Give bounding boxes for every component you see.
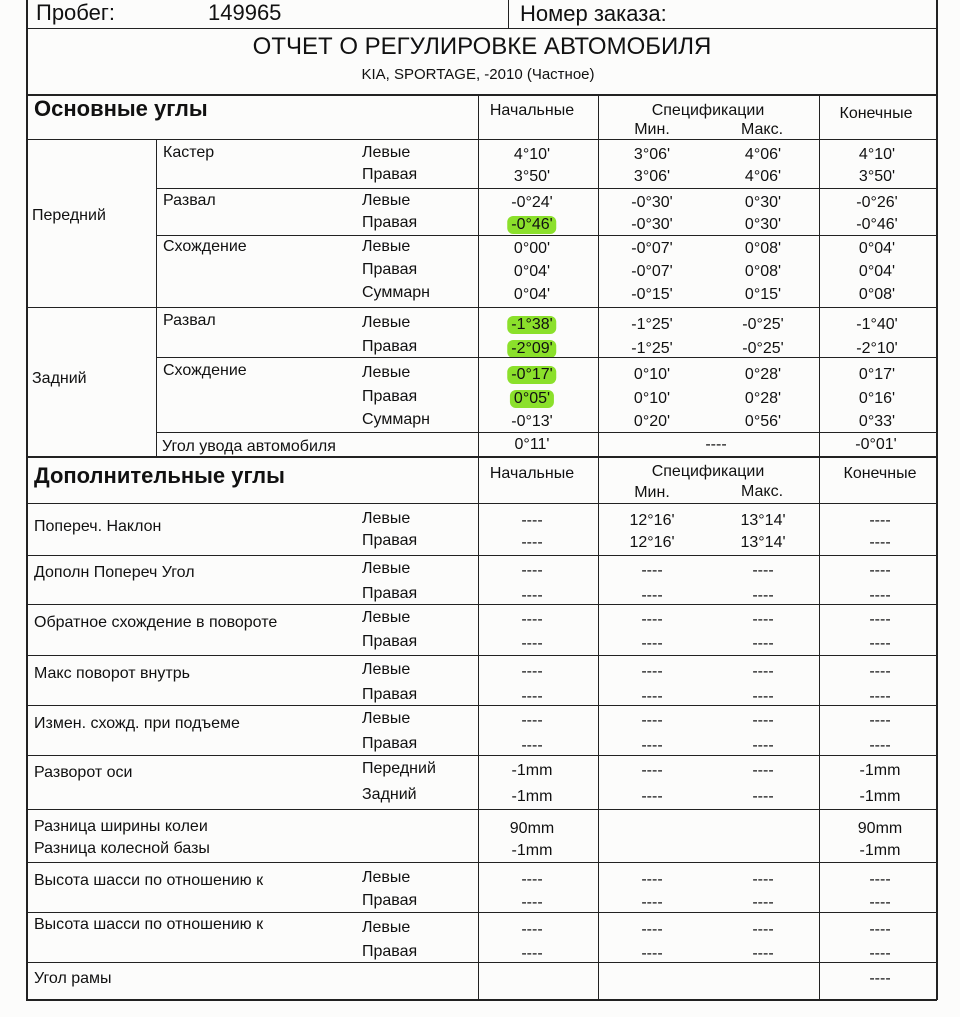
- final-value: ----: [869, 737, 891, 754]
- final-value: ----: [869, 611, 891, 628]
- spec-max-value: 0°15': [744, 286, 782, 303]
- initial-value: ----: [521, 635, 543, 652]
- spec-min-value: ----: [641, 945, 663, 962]
- spec-max-value: 0°28': [744, 390, 782, 407]
- extra-col-min-header: Мин.: [634, 484, 670, 501]
- final-value: 3°50': [858, 168, 896, 185]
- final-value: -1mm: [859, 842, 901, 859]
- final-value: ----: [869, 663, 891, 680]
- row-side-label: Левые: [362, 710, 411, 727]
- spec-min-value: ----: [641, 635, 663, 652]
- final-value: ----: [869, 688, 891, 705]
- spec-min-value: 0°10': [633, 390, 671, 407]
- row-side-label: Правая: [362, 633, 418, 650]
- row-side-label: Правая: [362, 585, 418, 602]
- initial-value: 90mm: [509, 820, 555, 837]
- row-side-label: Передний: [362, 760, 436, 777]
- front-axle-label: Передний: [32, 207, 106, 224]
- spec-min-value: 3°06': [633, 168, 671, 185]
- initial-value: -2°09': [507, 340, 556, 358]
- grid-line: [26, 604, 937, 605]
- initial-value: 0°05': [510, 390, 554, 408]
- row-side-label: Левые: [362, 144, 411, 161]
- ride-height-1-label: Высота шасси по отношению к: [34, 872, 264, 889]
- spec-max-value: 0°56': [744, 413, 782, 430]
- initial-value: 0°04': [513, 286, 551, 303]
- mileage-label: Пробег:: [36, 0, 116, 25]
- final-value: -0°46': [856, 216, 898, 233]
- spec-max-value: ----: [752, 788, 774, 805]
- initial-value: -0°24': [511, 194, 553, 211]
- spec-max-value: 0°08': [744, 263, 782, 280]
- spec-min-value: 0°20': [633, 413, 671, 430]
- spec-min-value: 0°10': [633, 366, 671, 383]
- grid-line: [26, 999, 937, 1001]
- initial-value: ----: [521, 737, 543, 754]
- grid-line: [478, 456, 479, 1000]
- spec-max-value: 0°28': [744, 366, 782, 383]
- row-side-label: Правая: [362, 338, 418, 355]
- main-angles-heading: Основные углы: [34, 96, 208, 121]
- spec-max-value: ----: [752, 871, 774, 888]
- row-side-label: Левые: [362, 869, 411, 886]
- col-min-header: Мин.: [634, 121, 670, 138]
- row-group-label: Развал: [163, 312, 216, 329]
- extra-col-initial-header: Начальные: [489, 465, 575, 482]
- final-value: -0°26': [856, 194, 898, 211]
- grid-line: [26, 862, 937, 863]
- col-initial-header: Начальные: [489, 102, 575, 119]
- frame-angle-label: Угол рамы: [34, 970, 112, 987]
- final-value: 0°08': [858, 286, 896, 303]
- grid-line: [156, 357, 937, 358]
- setback-label: Разворот оси: [34, 764, 133, 781]
- spec-min-value: -0°30': [631, 216, 673, 233]
- spec-min-value: ----: [641, 712, 663, 729]
- final-value: 4°10': [858, 146, 896, 163]
- initial-value: -0°17': [507, 366, 556, 384]
- spec-min-value: -1°25': [631, 316, 673, 333]
- initial-value: -1mm: [511, 842, 553, 859]
- row-side-label: Задний: [362, 786, 417, 803]
- vehicle-subtitle: KIA, SPORTAGE, -2010 (Частное): [361, 66, 595, 83]
- row-side-label: Правая: [362, 943, 418, 960]
- initial-value: ----: [521, 587, 543, 604]
- thrust-angle-spec: ----: [705, 436, 727, 453]
- bump-steer-label: Измен. схожд. при подъеме: [34, 715, 240, 732]
- row-side-label: Правая: [362, 686, 418, 703]
- final-value: ----: [869, 562, 891, 579]
- spec-min-value: -0°07': [631, 240, 673, 257]
- inclusive-angle-label: Дополн Попереч Угол: [34, 564, 195, 581]
- order-number-label: Номер заказа:: [520, 1, 667, 26]
- rear-axle-label: Задний: [32, 370, 87, 387]
- initial-value: -1mm: [511, 762, 553, 779]
- mileage-value: 149965: [208, 0, 282, 25]
- initial-value: ----: [521, 894, 543, 911]
- thrust-angle-final: -0°01': [855, 436, 897, 453]
- row-side-label: Суммарн: [362, 411, 431, 428]
- final-value: ----: [869, 635, 891, 652]
- grid-line: [26, 307, 937, 308]
- final-value: 0°04': [858, 263, 896, 280]
- spec-min-value: ----: [641, 871, 663, 888]
- grid-line: [819, 94, 820, 456]
- row-side-label: Правая: [362, 892, 418, 909]
- row-side-label: Левые: [362, 919, 411, 936]
- spec-min-value: -0°07': [631, 263, 673, 280]
- initial-value: ----: [521, 871, 543, 888]
- spec-min-value: ----: [641, 894, 663, 911]
- grid-line: [26, 456, 937, 458]
- spec-max-value: 4°06': [744, 146, 782, 163]
- extra-col-spec-header: Спецификации: [651, 463, 765, 480]
- row-group-label: Схождение: [163, 362, 247, 379]
- final-value: ----: [869, 712, 891, 729]
- grid-line: [26, 809, 937, 810]
- spec-max-value: ----: [752, 737, 774, 754]
- thrust-angle-label: Угол увода автомобиля: [162, 438, 336, 455]
- spec-min-value: ----: [641, 737, 663, 754]
- col-spec-header: Спецификации: [651, 102, 765, 119]
- initial-value: ----: [521, 945, 543, 962]
- spec-max-value: ----: [752, 663, 774, 680]
- row-side-label: Правая: [362, 214, 418, 231]
- initial-value: 4°10': [513, 146, 551, 163]
- final-value: -1mm: [859, 788, 901, 805]
- row-side-label: Правая: [362, 388, 418, 405]
- grid-line: [26, 655, 937, 656]
- grid-line: [26, 962, 937, 963]
- spec-max-value: -0°25': [742, 316, 784, 333]
- final-value: -2°10': [856, 340, 898, 357]
- spec-min-value: -0°30': [631, 194, 673, 211]
- final-value: 0°33': [858, 413, 896, 430]
- row-side-label: Левые: [362, 510, 411, 527]
- initial-value: ----: [521, 534, 543, 551]
- spec-min-value: 3°06': [633, 146, 671, 163]
- final-value: 0°16': [858, 390, 896, 407]
- spec-min-value: 12°16': [629, 534, 675, 551]
- spec-min-value: ----: [641, 562, 663, 579]
- initial-value: ----: [521, 663, 543, 680]
- final-value: 0°04': [858, 240, 896, 257]
- initial-value: 0°04': [513, 263, 551, 280]
- grid-line: [508, 0, 509, 28]
- row-side-label: Правая: [362, 532, 418, 549]
- spec-max-value: ----: [752, 611, 774, 628]
- row-side-label: Левые: [362, 661, 411, 678]
- spec-max-value: ----: [752, 894, 774, 911]
- track-width-diff-label: Разница ширины колеи: [34, 818, 208, 835]
- row-side-label: Правая: [362, 261, 418, 278]
- spec-min-value: ----: [641, 921, 663, 938]
- grid-line: [156, 139, 157, 456]
- final-value: ----: [869, 587, 891, 604]
- final-value: 0°17': [858, 366, 896, 383]
- grid-line: [26, 28, 937, 29]
- col-final-header: Конечные: [839, 105, 913, 122]
- grid-line: [598, 456, 599, 1000]
- final-value: ----: [869, 512, 891, 529]
- grid-line: [936, 0, 938, 1000]
- grid-line: [26, 503, 937, 504]
- spec-max-value: 13°14': [740, 512, 786, 529]
- ride-height-2-label: Высота шасси по отношению к: [34, 916, 264, 933]
- grid-line: [26, 755, 937, 756]
- spec-min-value: ----: [641, 788, 663, 805]
- report-title: ОТЧЕТ О РЕГУЛИРОВКЕ АВТОМОБИЛЯ: [252, 33, 712, 60]
- initial-value: -1mm: [511, 788, 553, 805]
- initial-value: ----: [521, 512, 543, 529]
- final-value: -1°40': [856, 316, 898, 333]
- grid-line: [26, 555, 937, 556]
- initial-value: ----: [521, 562, 543, 579]
- grid-line: [156, 188, 937, 189]
- grid-line: [156, 235, 937, 236]
- final-value: ----: [869, 894, 891, 911]
- row-group-label: Развал: [163, 192, 216, 209]
- spec-max-value: ----: [752, 921, 774, 938]
- row-side-label: Левые: [362, 364, 411, 381]
- final-value: ----: [869, 871, 891, 888]
- row-side-label: Левые: [362, 192, 411, 209]
- thrust-angle-initial: 0°11': [514, 436, 550, 453]
- grid-line: [26, 94, 937, 96]
- final-value: ----: [869, 534, 891, 551]
- initial-value: -0°46': [507, 216, 556, 234]
- initial-value: ----: [521, 611, 543, 628]
- col-max-header: Макс.: [740, 121, 784, 138]
- spec-min-value: ----: [641, 587, 663, 604]
- spec-max-value: 4°06': [744, 168, 782, 185]
- initial-value: 0°00': [513, 240, 551, 257]
- spec-max-value: ----: [752, 712, 774, 729]
- spec-min-value: -0°15': [631, 286, 673, 303]
- spec-max-value: ----: [752, 945, 774, 962]
- row-side-label: Правая: [362, 166, 418, 183]
- final-value: ----: [869, 970, 891, 987]
- spec-max-value: ----: [752, 587, 774, 604]
- row-side-label: Левые: [362, 560, 411, 577]
- final-value: 90mm: [857, 820, 903, 837]
- final-value: ----: [869, 921, 891, 938]
- extra-col-max-header: Макс.: [740, 483, 784, 500]
- final-value: ----: [869, 945, 891, 962]
- final-value: -1mm: [859, 762, 901, 779]
- row-side-label: Левые: [362, 314, 411, 331]
- grid-line: [26, 912, 937, 913]
- initial-value: -1°38': [507, 316, 556, 334]
- spec-max-value: 13°14': [740, 534, 786, 551]
- initial-value: 3°50': [513, 168, 551, 185]
- spec-min-value: ----: [641, 611, 663, 628]
- sai-label: Попереч. Наклон: [34, 518, 162, 535]
- extra-col-final-header: Конечные: [843, 465, 917, 482]
- spec-min-value: 12°16': [629, 512, 675, 529]
- spec-max-value: ----: [752, 762, 774, 779]
- spec-max-value: 0°08': [744, 240, 782, 257]
- grid-line: [819, 456, 820, 1000]
- grid-line: [598, 94, 599, 456]
- row-side-label: Левые: [362, 609, 411, 626]
- spec-min-value: ----: [641, 688, 663, 705]
- initial-value: ----: [521, 688, 543, 705]
- toe-out-on-turns-label: Обратное схождение в повороте: [34, 614, 278, 631]
- spec-min-value: ----: [641, 663, 663, 680]
- spec-max-value: -0°25': [742, 340, 784, 357]
- initial-value: ----: [521, 921, 543, 938]
- grid-line: [26, 139, 937, 140]
- spec-min-value: ----: [641, 762, 663, 779]
- spec-max-value: ----: [752, 635, 774, 652]
- spec-min-value: -1°25': [631, 340, 673, 357]
- max-turn-label: Макс поворот внутрь: [34, 665, 190, 682]
- row-group-label: Кастер: [163, 144, 215, 161]
- row-side-label: Правая: [362, 735, 418, 752]
- initial-value: ----: [521, 712, 543, 729]
- grid-line: [26, 0, 28, 1000]
- grid-line: [156, 432, 937, 433]
- spec-max-value: 0°30': [744, 216, 782, 233]
- row-side-label: Левые: [362, 238, 411, 255]
- spec-max-value: ----: [752, 688, 774, 705]
- extra-angles-heading: Дополнительные углы: [34, 463, 285, 488]
- initial-value: -0°13': [511, 413, 553, 430]
- spec-max-value: 0°30': [744, 194, 782, 211]
- row-side-label: Суммарн: [362, 284, 431, 301]
- row-group-label: Схождение: [163, 238, 247, 255]
- grid-line: [26, 705, 937, 706]
- spec-max-value: ----: [752, 562, 774, 579]
- grid-line: [478, 94, 479, 456]
- wheelbase-diff-label: Разница колесной базы: [34, 840, 210, 857]
